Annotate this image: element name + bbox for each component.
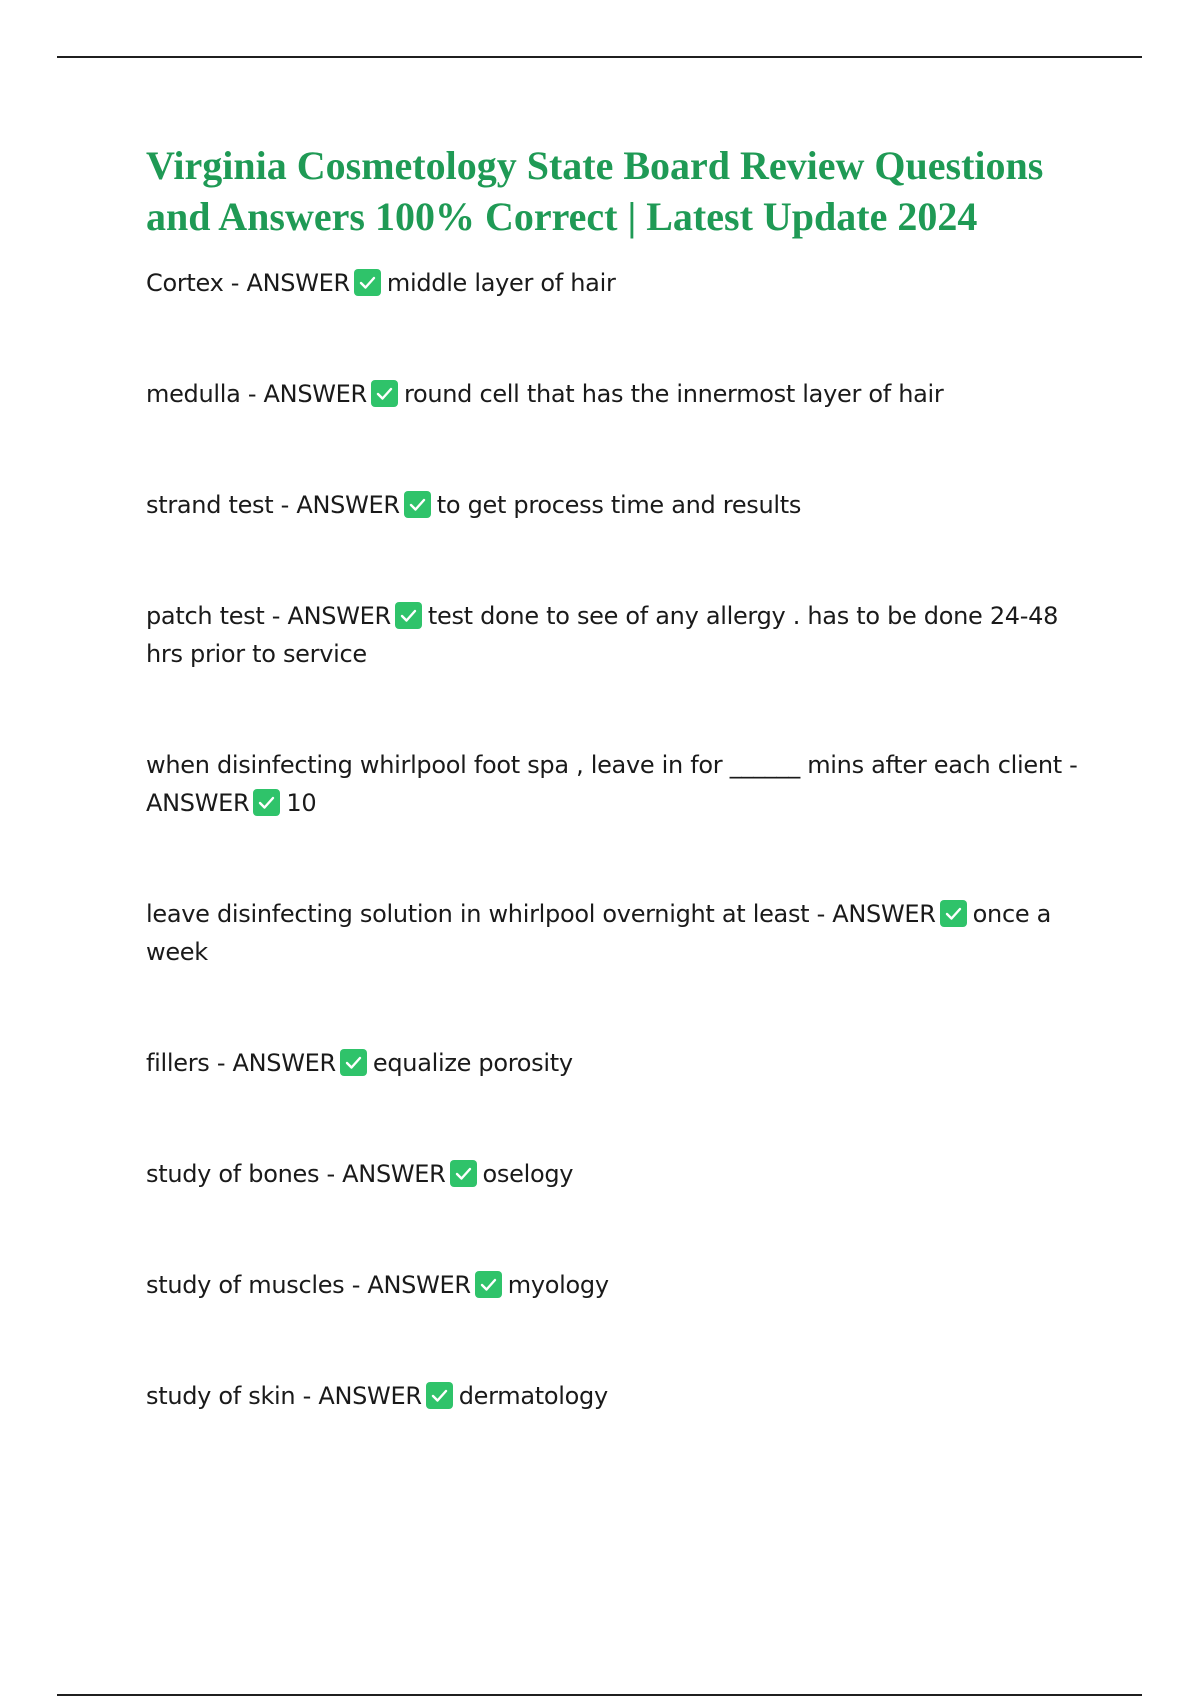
check-mark-icon: [404, 491, 431, 518]
answer-text: middle layer of hair: [386, 269, 616, 297]
title-line-1: Virginia Cosmetology State Board Review Questions: [146, 143, 1044, 188]
question-text: when disinfecting whirlpool foot spa , leave in for ______ mins after each client - ANSWER: [146, 751, 1078, 817]
answer-text: 10: [286, 789, 317, 817]
title-line-2: and Answers 100% Correct | Latest Update 2024: [146, 194, 978, 239]
answer-text: once a week: [146, 900, 1052, 966]
check-mark-icon: [450, 1160, 477, 1187]
check-mark-icon: [253, 789, 280, 816]
qa-item: [146, 375, 1096, 413]
qa-item: [146, 597, 1096, 673]
question-text: strand test - ANSWER: [146, 491, 400, 519]
answer-text: dermatology: [458, 1382, 608, 1410]
answer-text: oselogy: [482, 1160, 574, 1188]
qa-item: [146, 1266, 1096, 1304]
check-mark-icon: [340, 1049, 367, 1076]
check-mark-icon: [475, 1271, 502, 1298]
question-text: study of bones - ANSWER: [146, 1160, 446, 1188]
document-title: [146, 140, 1096, 242]
check-mark-icon: [940, 900, 967, 927]
check-mark-icon: [371, 380, 398, 407]
qa-item: [146, 746, 1096, 822]
answer-text: round cell that has the innermost layer of hair: [403, 380, 944, 408]
question-text: patch test - ANSWER: [146, 602, 391, 630]
qa-item: [146, 486, 1096, 524]
answer-text: equalize porosity: [372, 1049, 573, 1077]
question-text: Cortex - ANSWER: [146, 269, 350, 297]
document-body: [146, 140, 1096, 1415]
qa-item: [146, 1044, 1096, 1082]
question-text: medulla - ANSWER: [146, 380, 367, 408]
check-mark-icon: [426, 1382, 453, 1409]
question-text: leave disinfecting solution in whirlpool overnight at least - ANSWER: [146, 900, 936, 928]
check-mark-icon: [354, 269, 381, 296]
question-text: fillers - ANSWER: [146, 1049, 336, 1077]
answer-text: to get process time and results: [436, 491, 802, 519]
top-rule: [57, 56, 1142, 58]
question-text: study of muscles - ANSWER: [146, 1271, 471, 1299]
answer-text: test done to see of any allergy . has to be done 24-48 hrs prior to service: [146, 602, 1059, 668]
bottom-rule: [57, 1694, 1142, 1696]
answer-text: myology: [507, 1271, 609, 1299]
question-text: study of skin - ANSWER: [146, 1382, 422, 1410]
qa-item: [146, 1155, 1096, 1193]
qa-item: [146, 264, 1096, 302]
qa-item: [146, 1377, 1096, 1415]
qa-item: [146, 895, 1096, 971]
check-mark-icon: [395, 602, 422, 629]
